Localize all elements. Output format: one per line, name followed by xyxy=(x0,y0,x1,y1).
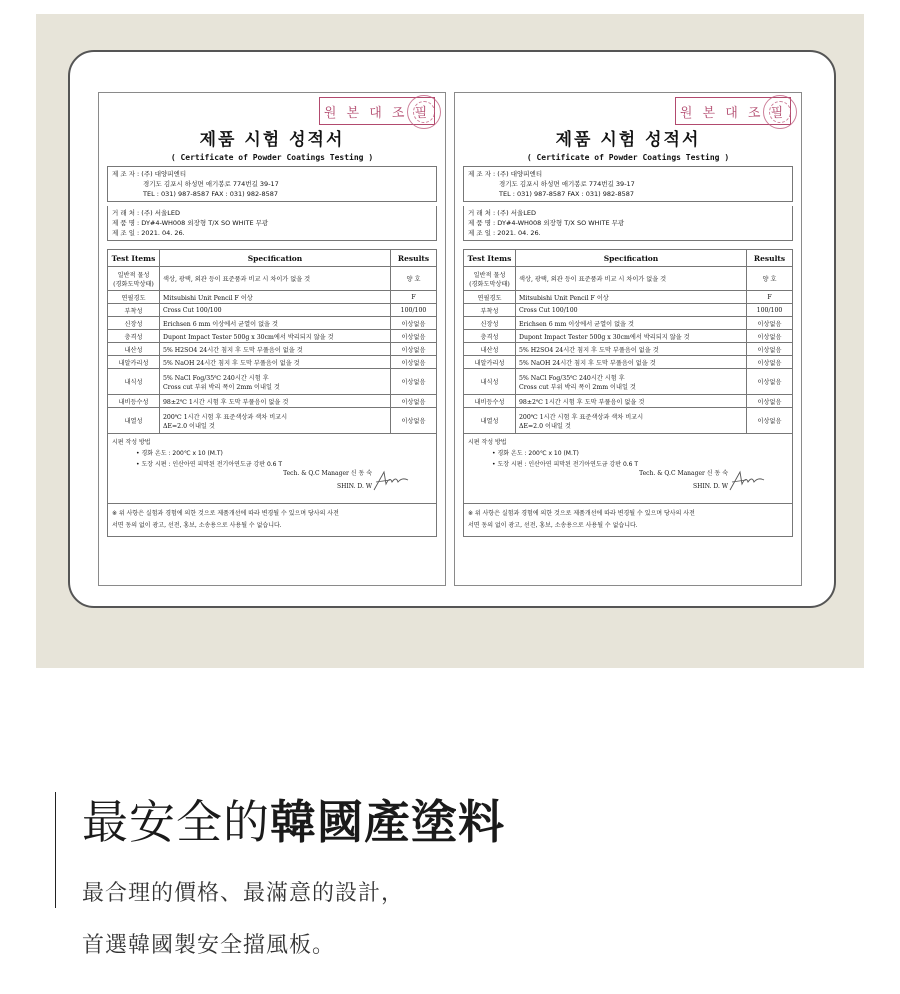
specification-cell: Cross Cut 100/100 xyxy=(160,304,391,317)
specification-cell: Mitsubishi Unit Pencil F 이상 xyxy=(516,291,747,304)
header-test-items: Test Items xyxy=(464,250,516,267)
result-cell: 이상없음 xyxy=(391,395,437,408)
specification-cell: Erichsen 6 mm 이상에서 균열이 없을 것 xyxy=(516,317,747,330)
specimen-method xyxy=(463,434,793,504)
result-cell: 이상없음 xyxy=(747,330,793,343)
table-row xyxy=(108,369,437,395)
client-line: 거 래 처 : (주) 서울LED xyxy=(468,209,536,217)
table-row xyxy=(108,304,437,317)
method-cure: • 경화 온도 : 200℃ x 10 (M.T) xyxy=(492,450,579,457)
method-title: 시편 작성 방법 xyxy=(468,439,507,446)
test-item-cell: 충격성 xyxy=(464,330,516,343)
specification-cell: 5% H2SO4 24시간 침지 후 도막 부풀음이 없을 것 xyxy=(516,343,747,356)
signer-block xyxy=(639,467,728,493)
certificate-subtitle: ( Certificate of Powder Coatings Testing ) xyxy=(526,153,730,162)
notice-text xyxy=(463,504,793,537)
address-line: 경기도 김포시 하성면 애기봉로 774번길 39-17 xyxy=(499,180,635,188)
result-cell: 이상없음 xyxy=(747,343,793,356)
product-info xyxy=(107,206,437,241)
certificate-right xyxy=(454,92,802,586)
table-row xyxy=(108,291,437,304)
test-item-cell: 내열성 xyxy=(464,408,516,434)
notice-line-2: 서면 동의 없이 광고, 선전, 홍보, 소송용으로 사용될 수 없습니다. xyxy=(112,522,282,529)
test-item-cell: 일반적 물성 (경화도막상태) xyxy=(464,267,516,291)
manufacturer-line: 제 조 자 : (주) 대양피엔티 xyxy=(468,170,543,178)
result-cell: 이상없음 xyxy=(747,369,793,395)
date-line: 제 조 일 : 2021. 04. 26. xyxy=(468,229,541,237)
result-cell: F xyxy=(391,291,437,304)
result-cell: 양 호 xyxy=(391,267,437,291)
test-item-cell: 내알카리성 xyxy=(464,356,516,369)
notice-line-2: 서면 동의 없이 광고, 선전, 홍보, 소송용으로 사용될 수 없습니다. xyxy=(468,522,638,529)
table-row xyxy=(108,343,437,356)
result-cell: 이상없음 xyxy=(747,356,793,369)
test-item-cell: 일반적 물성 (경화도막상태) xyxy=(108,267,160,291)
result-cell: 100/100 xyxy=(747,304,793,317)
product-line: 제 품 명 : DY#4-WH008 외장형 T/X SO WHITE 무광 xyxy=(468,219,625,227)
test-item-cell: 내산성 xyxy=(464,343,516,356)
tel-fax-line: TEL : 031) 987-8587 FAX : 031) 982-8587 xyxy=(499,190,635,198)
test-item-cell: 연필경도 xyxy=(464,291,516,304)
certificate-title: 제품 시험 성적서 xyxy=(555,130,701,150)
method-title: 시편 작성 방법 xyxy=(112,439,151,446)
table-row xyxy=(108,317,437,330)
signer-name: SHIN. D. W xyxy=(693,483,728,490)
notice-line-1: ※ 위 사항은 실험과 경험에 의한 것으로 제품개선에 따라 변경될 수 있으며 당사의 사전 xyxy=(468,510,695,517)
headline xyxy=(82,792,505,852)
specification-cell: 98±2℃ 1시간 시험 후 도막 부풀음이 없을 것 xyxy=(160,395,391,408)
specification-cell: 색상, 광택, 외관 등이 표준품과 비교 시 차이가 없을 것 xyxy=(516,267,747,291)
result-cell: 이상없음 xyxy=(391,317,437,330)
test-item-cell: 연필경도 xyxy=(108,291,160,304)
table-row xyxy=(108,408,437,434)
header-results: Results xyxy=(747,250,793,267)
specification-cell: Erichsen 6 mm 이상에서 균열이 없을 것 xyxy=(160,317,391,330)
table-row xyxy=(108,356,437,369)
test-item-cell: 내열성 xyxy=(108,408,160,434)
table-row xyxy=(464,408,793,434)
date-line: 제 조 일 : 2021. 04. 26. xyxy=(112,229,185,237)
specification-cell: Dupont Impact Tester 500g x 30cm에서 박리되지 않을 것 xyxy=(160,330,391,343)
test-results-table xyxy=(107,249,437,434)
specimen-method xyxy=(107,434,437,504)
test-item-cell: 충격성 xyxy=(108,330,160,343)
subline-2: 首選韓國製安全擋風板。 xyxy=(82,933,336,958)
table-row xyxy=(108,267,437,291)
specification-cell: 5% NaOH 24시간 침지 후 도막 부풀음이 없을 것 xyxy=(516,356,747,369)
table-row xyxy=(108,330,437,343)
test-rows xyxy=(464,267,793,434)
notice-text xyxy=(107,504,437,537)
address-line: 경기도 김포시 하성면 애기봉로 774번길 39-17 xyxy=(143,180,279,188)
manufacturer-info xyxy=(463,166,793,202)
test-results-table xyxy=(463,249,793,434)
result-cell: 이상없음 xyxy=(391,330,437,343)
signer-title: Tech. & Q.C Manager 신 동 숙 xyxy=(283,470,372,477)
specification-cell: Dupont Impact Tester 500g x 30cm에서 박리되지 않을 것 xyxy=(516,330,747,343)
result-cell: 이상없음 xyxy=(747,408,793,434)
specification-cell: 98±2℃ 1시간 시험 후 도막 부풀음이 없을 것 xyxy=(516,395,747,408)
test-item-cell: 내식성 xyxy=(464,369,516,395)
table-row xyxy=(464,369,793,395)
header-test-items: Test Items xyxy=(108,250,160,267)
table-row xyxy=(464,395,793,408)
table-row xyxy=(464,330,793,343)
certificate-subtitle: ( Certificate of Powder Coatings Testing ) xyxy=(170,153,374,162)
test-item-cell: 부착성 xyxy=(464,304,516,317)
result-cell: 이상없음 xyxy=(391,343,437,356)
table-row xyxy=(108,395,437,408)
manufacturer-line: 제 조 자 : (주) 대양피엔티 xyxy=(112,170,187,178)
table-row xyxy=(464,356,793,369)
header-results: Results xyxy=(391,250,437,267)
headline-light: 最安全的 xyxy=(82,795,270,849)
product-info xyxy=(463,206,793,241)
test-item-cell: 내산성 xyxy=(108,343,160,356)
verification-stamp: 원 본 대 조 필 xyxy=(675,97,791,125)
client-line: 거 래 처 : (주) 서울LED xyxy=(112,209,180,217)
product-line: 제 품 명 : DY#4-WH008 외장형 T/X SO WHITE 무광 xyxy=(112,219,269,227)
method-specimen: • 도장 시편 : 인산아연 피막된 전기아연도금 강판 0.6 T xyxy=(136,461,283,468)
result-cell: 양 호 xyxy=(747,267,793,291)
headline-divider xyxy=(55,792,56,908)
specification-cell: 5% H2SO4 24시간 침지 후 도막 부풀음이 없을 것 xyxy=(160,343,391,356)
table-row xyxy=(464,304,793,317)
specification-cell: 200℃ 1시간 시험 후 표준색상과 색차 비교시 ΔE=2.0 이내일 것 xyxy=(516,408,747,434)
signer-block xyxy=(283,467,372,493)
result-cell: 이상없음 xyxy=(391,408,437,434)
specification-cell: 5% NaOH 24시간 침지 후 도막 부풀음이 없을 것 xyxy=(160,356,391,369)
signer-title: Tech. & Q.C Manager 신 동 숙 xyxy=(639,470,728,477)
test-item-cell: 내식성 xyxy=(108,369,160,395)
subline-1: 最合理的價格、最滿意的設計， xyxy=(82,881,405,906)
result-cell: 이상없음 xyxy=(747,395,793,408)
result-cell: 이상없음 xyxy=(391,356,437,369)
header-specification: Specification xyxy=(516,250,747,267)
specification-cell: 5% NaCl Fog/35℃ 240시간 시험 후 Cross cut 부위 박리 폭이 2mm 이내일 것 xyxy=(160,369,391,395)
verification-stamp: 원 본 대 조 필 xyxy=(319,97,435,125)
signature-mark xyxy=(728,468,766,492)
specification-cell: 색상, 광택, 외관 등이 표준품과 비교 시 차이가 없을 것 xyxy=(160,267,391,291)
specification-cell: Mitsubishi Unit Pencil F 이상 xyxy=(160,291,391,304)
signature-mark xyxy=(372,468,410,492)
table-row xyxy=(464,317,793,330)
signer-name: SHIN. D. W xyxy=(337,483,372,490)
test-item-cell: 내비등수성 xyxy=(464,395,516,408)
notice-line-1: ※ 위 사항은 실험과 경험에 의한 것으로 제품개선에 따라 변경될 수 있으며 당사의 사전 xyxy=(112,510,339,517)
test-rows xyxy=(108,267,437,434)
result-cell: 이상없음 xyxy=(391,369,437,395)
test-item-cell: 신장성 xyxy=(464,317,516,330)
seal-icon xyxy=(407,95,441,129)
result-cell: 100/100 xyxy=(391,304,437,317)
seal-icon xyxy=(763,95,797,129)
test-item-cell: 신장성 xyxy=(108,317,160,330)
certificate-left xyxy=(98,92,446,586)
test-item-cell: 내알카리성 xyxy=(108,356,160,369)
table-row xyxy=(464,343,793,356)
specification-cell: 200℃ 1시간 시험 후 표준색상과 색차 비교시 ΔE=2.0 이내일 것 xyxy=(160,408,391,434)
specification-cell: 5% NaCl Fog/35℃ 240시간 시험 후 Cross cut 부위 박리 폭이 2mm 이내일 것 xyxy=(516,369,747,395)
header-specification: Specification xyxy=(160,250,391,267)
manufacturer-info xyxy=(107,166,437,202)
test-item-cell: 내비등수성 xyxy=(108,395,160,408)
test-item-cell: 부착성 xyxy=(108,304,160,317)
headline-bold: 韓國產塗料 xyxy=(270,795,505,849)
method-cure: • 경화 온도 : 200℃ x 10 (M.T) xyxy=(136,450,223,457)
result-cell: 이상없음 xyxy=(747,317,793,330)
table-row xyxy=(464,267,793,291)
specification-cell: Cross Cut 100/100 xyxy=(516,304,747,317)
table-row xyxy=(464,291,793,304)
method-specimen: • 도장 시편 : 인산아연 피막된 전기아연도금 강판 0.6 T xyxy=(492,461,639,468)
tel-fax-line: TEL : 031) 987-8587 FAX : 031) 982-8587 xyxy=(143,190,279,198)
certificate-title: 제품 시험 성적서 xyxy=(199,130,345,150)
result-cell: F xyxy=(747,291,793,304)
